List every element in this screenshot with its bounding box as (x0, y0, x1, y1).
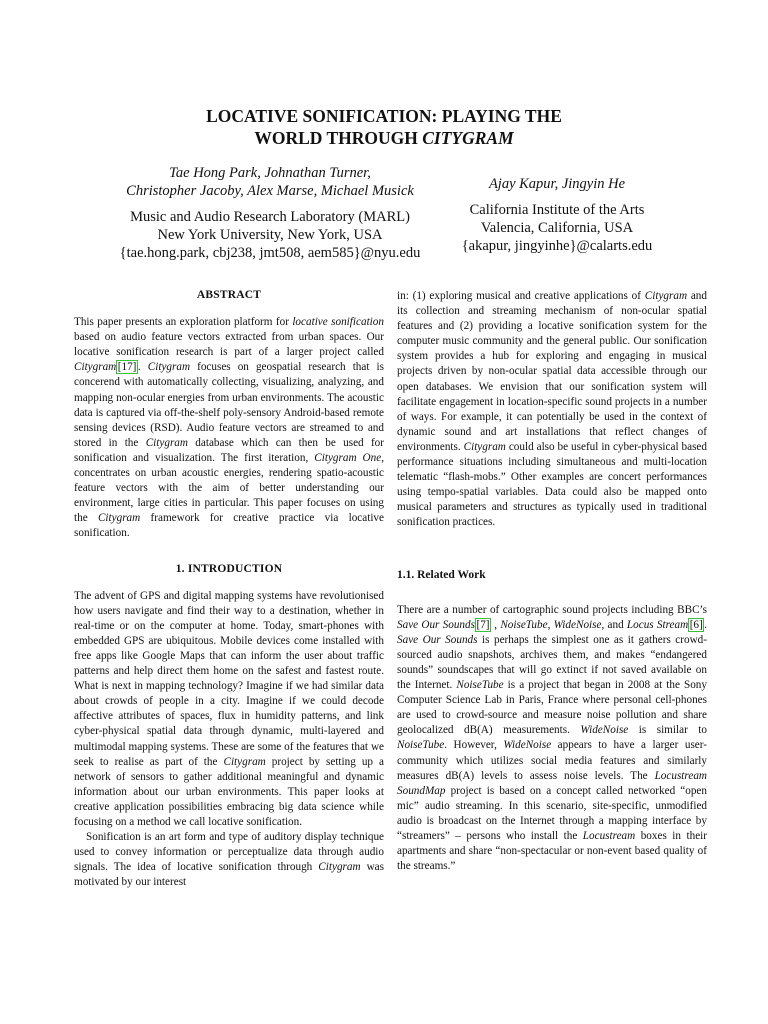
citation-link-6[interactable]: [6] (689, 618, 703, 631)
introduction-heading: 1. INTRODUCTION (175, 562, 283, 575)
related-work-paragraph: There are a number of cartographic sound projects including BBC’s Save Our Sounds [7] , NoiseTube, WideNoise, and Locus Stream [6] . Save Our Sounds is perhaps the simplest one as it gathers crowd-sourced audio snapshots, archives them, and makes “endangered sounds” soundscapes that will go extinct if not saved available on the Internet. NoiseTube is a project that began in 2008 at the Sony Computer Science Lab in Paris, France where personal cell-phones are used to crowd-source and measure noise pollution and share geolocalized dB(A) measurements. WideNoise is similar to NoiseTube. However, WideNoise appears to have a larger user-community which utilizes social media features and similarly measures dB(A) levels to assess noise levels. The Locustream SoundMap project is based on a concept called networked “open mic” audio streaming. In this scenario, site-specific, unmodified audio is broadcast on the Internet through a mapping interface by “streamers” – persons who install the Locustream boxes in their apartments and share “non-spectacular or non-event based quality of the streams.” (397, 603, 708, 873)
abstract-heading: ABSTRACT (196, 289, 262, 301)
title-line-2 (0, 127, 768, 149)
intro-continuation: in: (1) exploring musical and creative applications of Citygram and its collection and streaming mechanism of non-ocular spatial features and (2) providing a locative sonification system for the computer music community and the general public. Our sonification system provides a hub for exploring and engaging in musical projects driven by non-ocular spatial data accessible through our open databases. We envision that our sonification system will facilitate engagement in location-specific sound projects in a number of ways. For example, it can potentially be used in the context of dynamic sound and art installations that reflect changes of environments. Citygram could also be useful in cyber-physical based performance situations including simultaneous and multi-location telematic “flash-mobs.” Other examples are concert performances using tempo-spatial variables. Data could also be mapped onto musical parameters and structures as typically used in traditional sonification practices. (397, 290, 707, 529)
affiliation-right-2: Valencia, California, USA (480, 220, 634, 236)
left-column (74, 288, 384, 890)
title-line-2-text: WORLD THROUGH (254, 128, 423, 148)
author-names-line-2: Christopher Jacoby, Alex Marse, Michael Musick (126, 183, 414, 199)
affiliation-right-1: California Institute of the Arts (469, 202, 645, 218)
title-line-1: LOCATIVE SONIFICATION: PLAYING THE (206, 106, 562, 126)
related-work-heading: 1.1. Related Work (397, 568, 486, 581)
citation-link-7[interactable]: [7] (476, 618, 490, 631)
author-names-line-1: Tae Hong Park, Johnathan Turner, (169, 165, 371, 181)
citation-link-17[interactable]: [17] (117, 361, 137, 374)
right-column (397, 289, 707, 874)
intro-paragraph-2: Sonification is an art form and type of auditory display technique used to convey information or perceptualize data through audio signals. The idea of locative sonification through Citygram was motivated by our interest (74, 831, 384, 889)
affiliation-left-1: Music and Audio Research Laboratory (MARL) (130, 209, 410, 225)
email-right: {akapur, jingyinhe}@calarts.edu (461, 238, 653, 254)
email-left: {tae.hong.park, cbj238, jmt508, aem585}@nyu.edu (119, 245, 421, 261)
author-names-right: Ajay Kapur, Jingyin He (488, 176, 626, 192)
title-line-2-emphasis: CITYGRAM (422, 128, 514, 148)
paper-title (0, 105, 768, 149)
authors-right-block (400, 175, 714, 255)
abstract-text: This paper presents an exploration platform for locative sonification based on audio feature vectors extracted from urban spaces. Our locative sonification research is part of a larger project called Citygram [17] . Citygram focuses on geospatial research that is concerend with automatically collecting, visualizing, analyzing, and mapping non-ocular energies from urban environments. The acoustic data is captured via off-the-shelf poly-sensory Android-based remote sensing devices (RSD). Audio feature vectors are streamed to and stored in the Citygram database which can then be used for sonification and visualization. The first iteration, Citygram One, concentrates on urban acoustic energies, rendering spatio-acoustic feature vectors with the aim of better understanding our environment, large cities in particular. This paper focuses on using the Citygram framework for creative practice via locative sonification. (74, 316, 385, 540)
affiliation-left-2: New York University, New York, USA (157, 227, 383, 243)
intro-paragraph-1: The advent of GPS and digital mapping systems have revolutionised how users navigate and find their way to a destination, whether in real-time or on the computer at home. Today, smart-phones with embedded GPS are ubiquitous. Mobile devices come installed with free apps like Google Maps that can inform the user about traffic patterns and help direct them home on the safest and fastest route. What is next in mapping technology? Imagine if we had similar data about crowds of people in a city. Imagine if we could decode affective attributes of spaces, flux in humidity patterns, and link cyber-physical spatial data through dynamic, multi-layered and multimodal mapping systems. These are some of the features that we seek to realise as part of the Citygram project by setting up a network of sensors to gather additional meaningful and dynamic information about our urban environments. This paper looks at creative application possibilities embracing big data science while focusing on a method we call locative sonification. (74, 589, 384, 828)
